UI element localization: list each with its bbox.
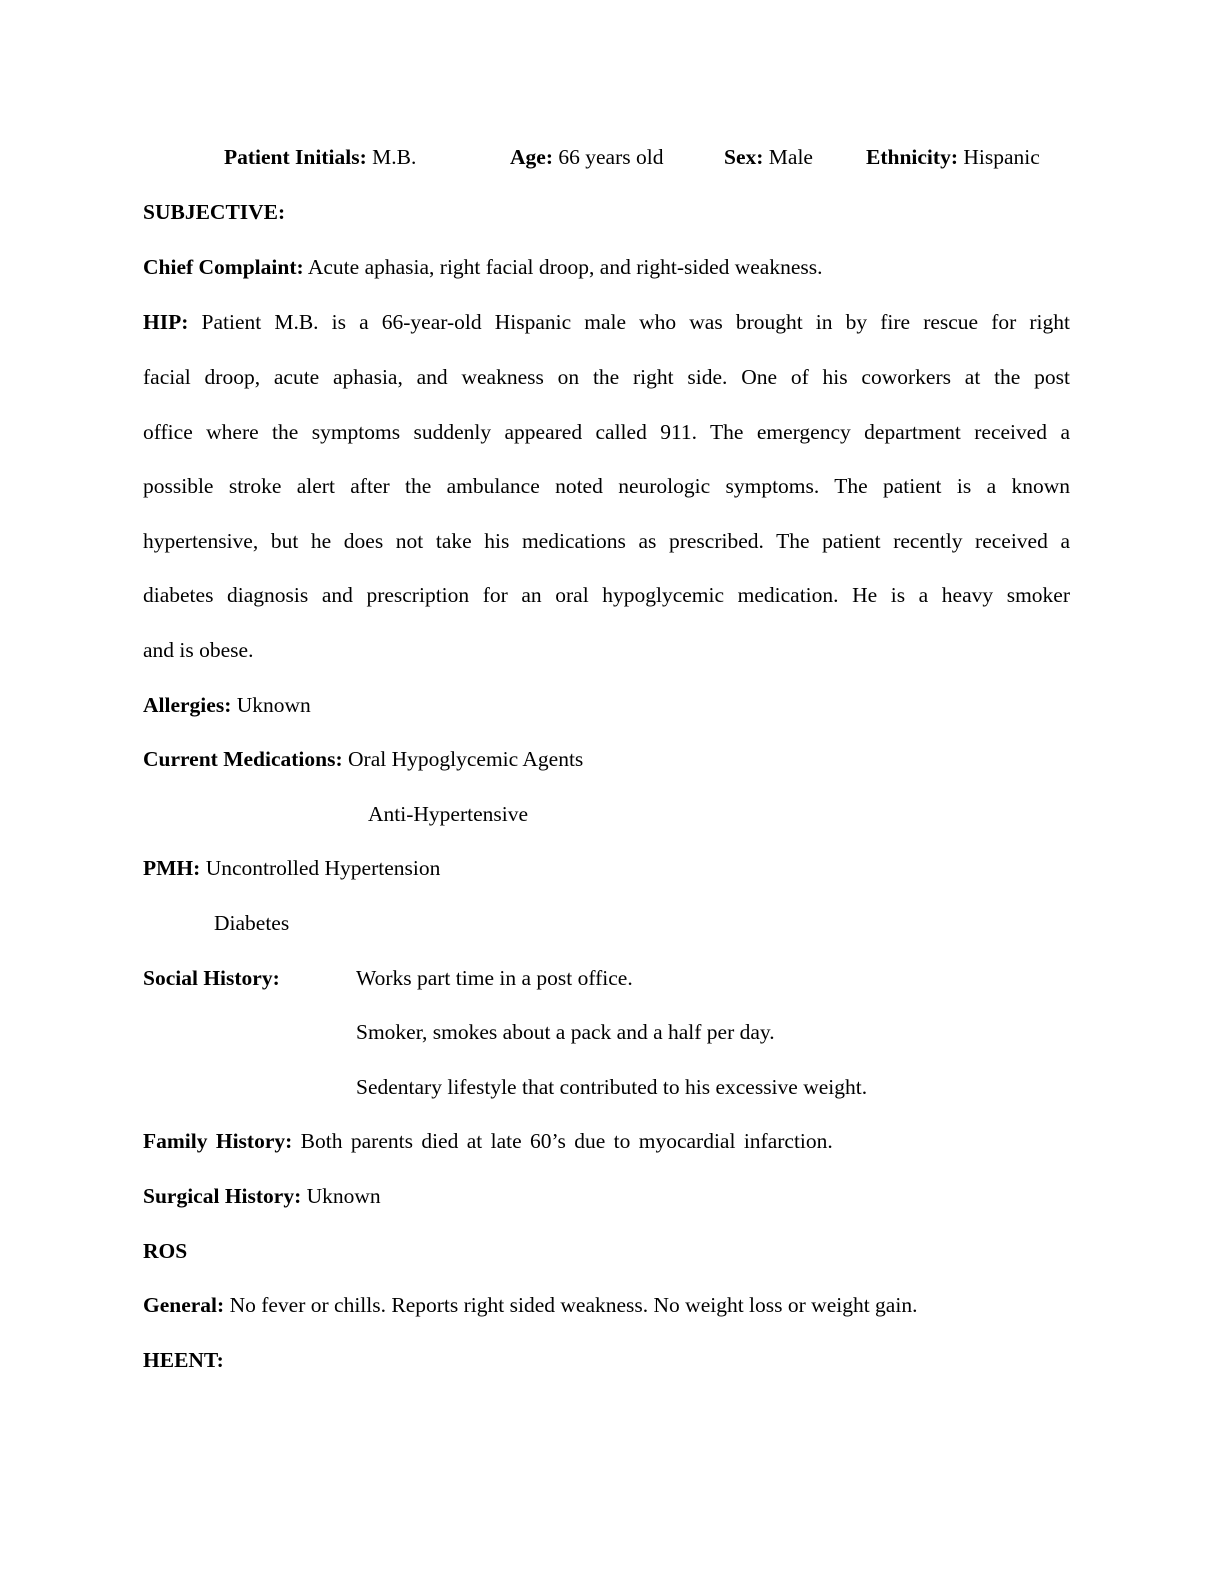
hip-line: office where the symptoms suddenly appeared called 911. The emergency department received a xyxy=(143,420,1070,444)
current-medications-label: Current Medications: xyxy=(143,747,343,771)
social-history-item: Sedentary lifestyle that contributed to his excessive weight. xyxy=(356,1075,868,1099)
hip-line: diabetes diagnosis and prescription for an oral hypoglycemic medication. He is a heavy smoker xyxy=(143,583,1070,607)
hip-line: hypertensive, but he does not take his medications as prescribed. The patient recently received a xyxy=(143,529,1070,553)
patient-initials xyxy=(224,144,416,170)
social-history-item: Works part time in a post office. xyxy=(356,966,633,990)
family-history-label: Family History: xyxy=(143,1129,293,1153)
heent-heading: HEENT: xyxy=(143,1348,224,1372)
patient-age xyxy=(510,144,663,170)
hip-line: and is obese. xyxy=(143,638,254,662)
patient-age-value: 66 years old xyxy=(558,145,664,169)
patient-sex-label: Sex: xyxy=(724,145,764,169)
hip-label: HIP: xyxy=(143,310,189,334)
patient-ethnicity-label: Ethnicity: xyxy=(866,145,958,169)
pmh xyxy=(143,855,440,881)
patient-initials-value: M.B. xyxy=(372,145,417,169)
pmh-label: PMH: xyxy=(143,856,201,880)
medication-item: Anti-Hypertensive xyxy=(368,802,529,826)
family-history-value: Both parents died at late 60’s due to myocardial infarction. xyxy=(300,1129,833,1153)
allergies-label: Allergies: xyxy=(143,693,232,717)
patient-ethnicity xyxy=(866,144,1040,170)
chief-complaint xyxy=(143,254,823,280)
ros-general-value: No fever or chills. Reports right sided weakness. No weight loss or weight gain. xyxy=(229,1293,918,1317)
allergies-value: Uknown xyxy=(236,693,311,717)
social-history-label: Social History: xyxy=(143,966,280,990)
allergies xyxy=(143,692,311,718)
ros-general xyxy=(143,1292,917,1318)
current-medications xyxy=(143,746,583,772)
hip-line: possible stroke alert after the ambulance noted neurologic symptoms. The patient is a known xyxy=(143,474,1070,498)
surgical-history-value: Uknown xyxy=(306,1184,381,1208)
patient-initials-label: Patient Initials: xyxy=(224,145,367,169)
medication-item: Oral Hypoglycemic Agents xyxy=(348,747,584,771)
ros-heading: ROS xyxy=(143,1239,188,1263)
family-history xyxy=(143,1128,833,1154)
hip-line: HIP: Patient M.B. is a 66-year-old Hispanic male who was brought in by fire rescue for right xyxy=(143,310,1070,334)
patient-age-label: Age: xyxy=(510,145,553,169)
chief-complaint-label: Chief Complaint: xyxy=(143,255,304,279)
ros-general-label: General: xyxy=(143,1293,225,1317)
surgical-history-label: Surgical History: xyxy=(143,1184,302,1208)
surgical-history xyxy=(143,1183,381,1209)
pmh-item: Diabetes xyxy=(214,911,290,935)
chief-complaint-value: Acute aphasia, right facial droop, and right-sided weakness. xyxy=(307,255,823,279)
patient-sex-value: Male xyxy=(768,145,813,169)
patient-ethnicity-value: Hispanic xyxy=(963,145,1040,169)
social-history-item: Smoker, smokes about a pack and a half per day. xyxy=(356,1020,775,1044)
hip-line: facial droop, acute aphasia, and weakness on the right side. One of his coworkers at the post xyxy=(143,365,1070,389)
patient-sex xyxy=(724,144,813,170)
pmh-item: Uncontrolled Hypertension xyxy=(205,856,441,880)
subjective-heading: SUBJECTIVE: xyxy=(143,200,286,224)
